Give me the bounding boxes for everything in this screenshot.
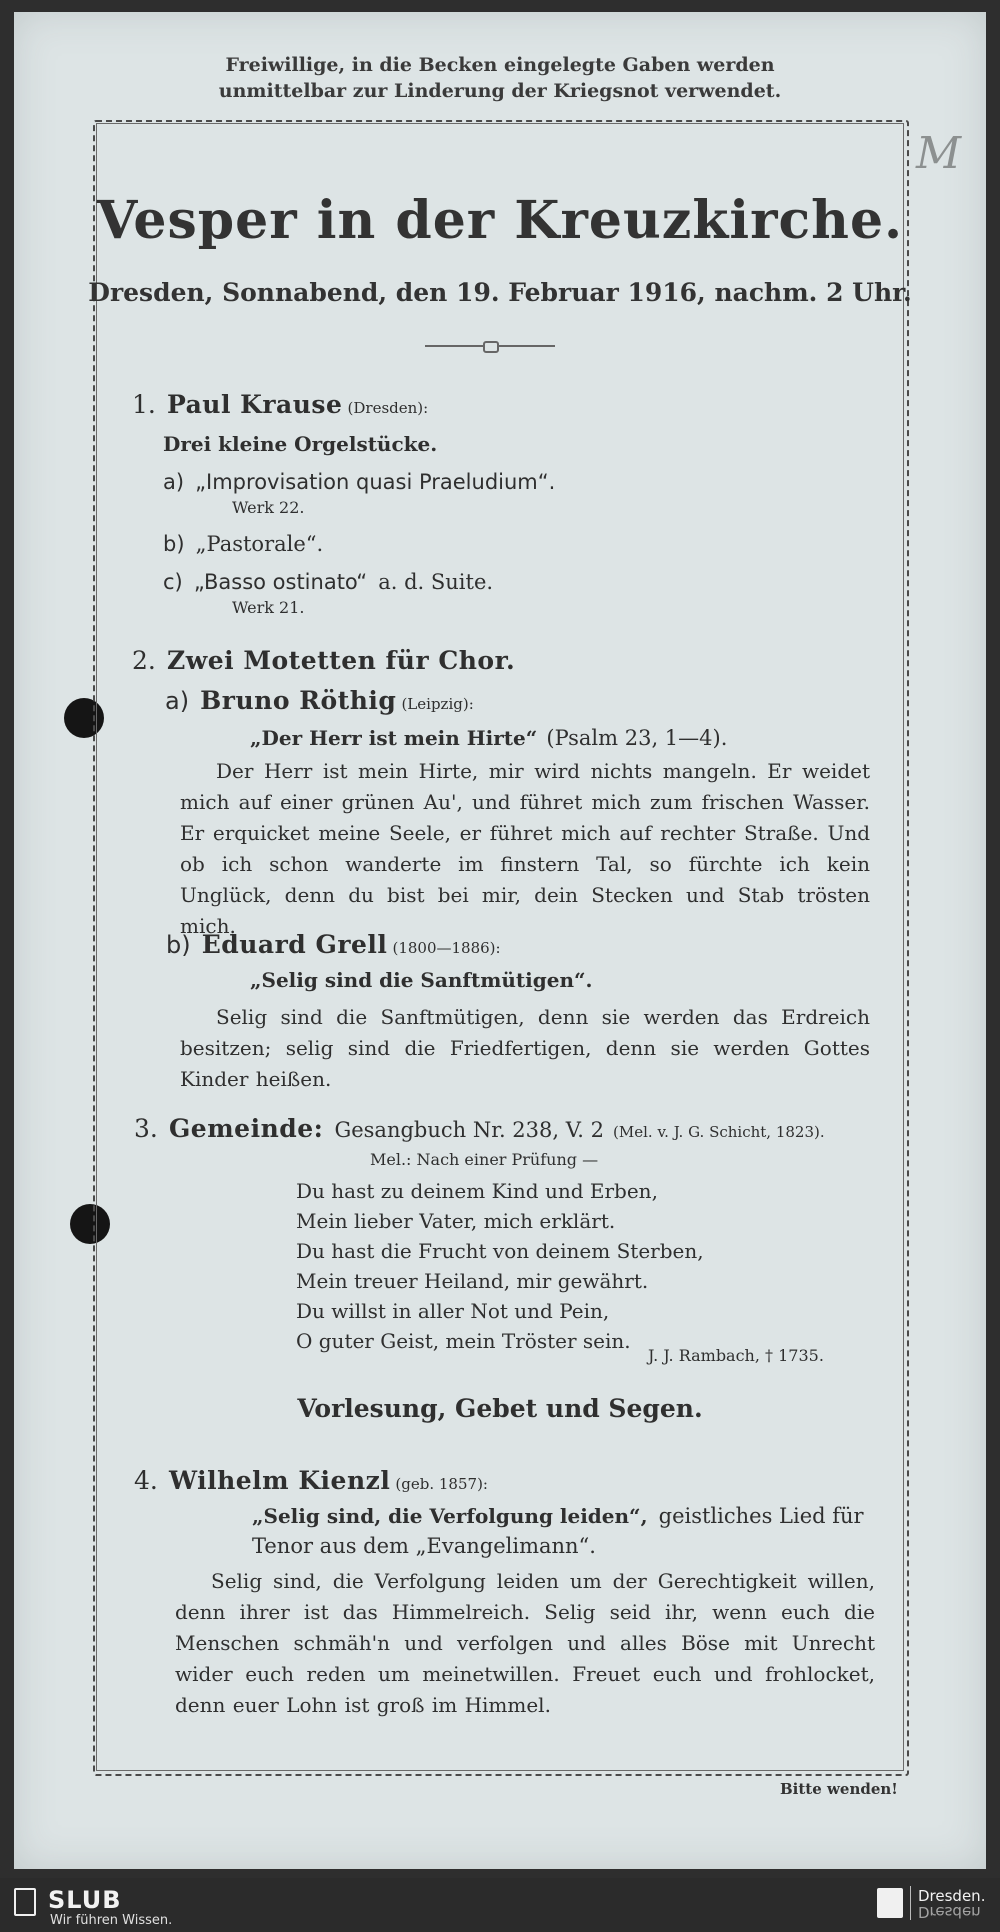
item4-title-line (252, 1504, 864, 1528)
page-subtitle: Dresden, Sonnabend, den 19. Februar 1916, nachm. 2 Uhr. (88, 278, 912, 307)
item3-verse (296, 1176, 704, 1356)
item2-number: 2. (132, 646, 156, 675)
reading-heading: Vorlesung, Gebet und Segen. (297, 1394, 703, 1423)
dresden-logo[interactable] (918, 1888, 985, 1920)
donation-notice-line1: Freiwillige, in die Becken eingelegte Gaben werden (225, 54, 775, 76)
donation-notice-line2: unmittelbar zur Linderung der Kriegsnot verwendet. (218, 80, 782, 102)
item4-born: (geb. 1857): (395, 1475, 488, 1493)
item1-a (163, 470, 555, 494)
item1-heading: Drei kleine Orgelstücke. (163, 432, 438, 456)
slub-tagline: Wir führen Wissen. (50, 1913, 173, 1928)
item1-composer: Paul Krause (166, 390, 343, 419)
item4-composer: Wilhelm Kienzl (168, 1466, 391, 1495)
item4-desc1: geistliches Lied für (658, 1504, 864, 1528)
item2-header (132, 646, 515, 675)
page-title: Vesper in der Kreuzkirche. (96, 190, 904, 251)
item4-desc2: Tenor aus dem „Evangelimann“. (252, 1534, 596, 1558)
item3-mel: (Mel. v. J. G. Schicht, 1823). (613, 1123, 825, 1141)
pencil-mark: M (916, 128, 962, 179)
item3-melody-line: Mel.: Nach einer Prüfung — (370, 1150, 599, 1169)
dresden-logo-line1: Dresden. (918, 1887, 986, 1905)
dresden-crest-icon (877, 1888, 903, 1918)
item2-b-header (166, 930, 501, 959)
item3-author: J. J. Rambach, † 1735. (648, 1346, 824, 1365)
item1-c-title: „Basso ostinato“ (193, 570, 368, 594)
verse-line: Du hast die Frucht von deinem Sterben, (296, 1239, 704, 1263)
item1-a-label: a) (163, 470, 185, 494)
item1-c-label: c) (163, 570, 183, 594)
item3-header (134, 1114, 825, 1143)
verse-line: Mein lieber Vater, mich erklärt. (296, 1209, 616, 1233)
item3-label: Gemeinde: (168, 1114, 324, 1143)
item2-a-title: „Der Herr ist mein Hirte“ (250, 726, 538, 750)
item1-b-title: „Pastorale“. (195, 532, 324, 556)
item1-c-work: Werk 21. (232, 598, 305, 617)
slub-logo-icon (14, 1888, 36, 1916)
item3-number: 3. (134, 1114, 158, 1143)
slub-name[interactable]: SLUB (48, 1886, 122, 1914)
item1-c (163, 570, 493, 594)
verse-line: Mein treuer Heiland, mir gewährt. (296, 1269, 649, 1293)
item1-b (163, 532, 323, 556)
item4-header (134, 1466, 488, 1495)
item2-a-header (165, 686, 474, 715)
verse-line: Du hast zu deinem Kind und Erben, (296, 1179, 658, 1203)
turn-page-note: Bitte wenden! (780, 1780, 898, 1798)
item1-a-title: „Improvisation quasi Praeludium“. (195, 470, 556, 494)
item1-number: 1. (132, 390, 156, 419)
item2-b-dates: (1800—1886): (392, 939, 501, 957)
item4-number: 4. (134, 1466, 158, 1495)
item1-header (132, 390, 428, 419)
item2-b-label: b) (166, 931, 191, 959)
item1-a-work: Werk 22. (232, 498, 305, 517)
item2-heading: Zwei Motetten für Chor. (166, 646, 516, 675)
item2-a-label: a) (165, 687, 190, 715)
verse-line: Du willst in aller Not und Pein, (296, 1299, 610, 1323)
item2-a-origin: (Leipzig): (401, 695, 474, 713)
item1-c-suffix: a. d. Suite. (378, 570, 494, 594)
item3-hymn: Gesangbuch Nr. 238, V. 2 (334, 1118, 604, 1142)
dresden-logo-line2: Dresden (918, 1903, 981, 1921)
item2-b-title: „Selig sind die Sanftmütigen“. (250, 968, 593, 992)
item2-a-title-line (250, 726, 727, 750)
item1-origin: (Dresden): (347, 399, 429, 417)
item2-a-ref: (Psalm 23, 1—4). (546, 726, 728, 750)
item2-b-text: Selig sind die Sanftmütigen, denn sie werden das Erdreich besitzen; selig sind die Friedfertigen, denn sie werden Gottes Kinder heißen. (180, 1005, 870, 1091)
item2-a-composer: Bruno Röthig (200, 686, 397, 715)
item4-text: Selig sind, die Verfolgung leiden um der Gerechtigkeit willen, denn ihrer ist das Himmelreich. Selig seid ihr, wenn euch die Menschen schmäh'n und verfolgen und alles Böse mit Unrecht wider euch reden um meinetwillen. Freuet euch und frohlocket, denn euer Lohn ist groß im Himmel. (175, 1569, 875, 1717)
item4-title: „Selig sind, die Verfolgung leiden“, (252, 1504, 648, 1528)
brand-divider (910, 1886, 911, 1920)
ornament-knot (483, 341, 499, 353)
item2-a-text: Der Herr ist mein Hirte, mir wird nichts mangeln. Er weidet mich auf einer grünen Au', und führet mich zum frischen Wasser. Er erquicket meine Seele, er führet mich auf rechter Straße. Und ob ich schon wanderte im finstern Tal, so fürchte ich kein Unglück, denn du bist bei mir, dein Stecken und Stab trösten mich. (180, 759, 870, 938)
item1-b-label: b) (163, 532, 185, 556)
item2-b-composer: Eduard Grell (201, 930, 388, 959)
verse-line: O guter Geist, mein Tröster sein. (296, 1329, 631, 1353)
